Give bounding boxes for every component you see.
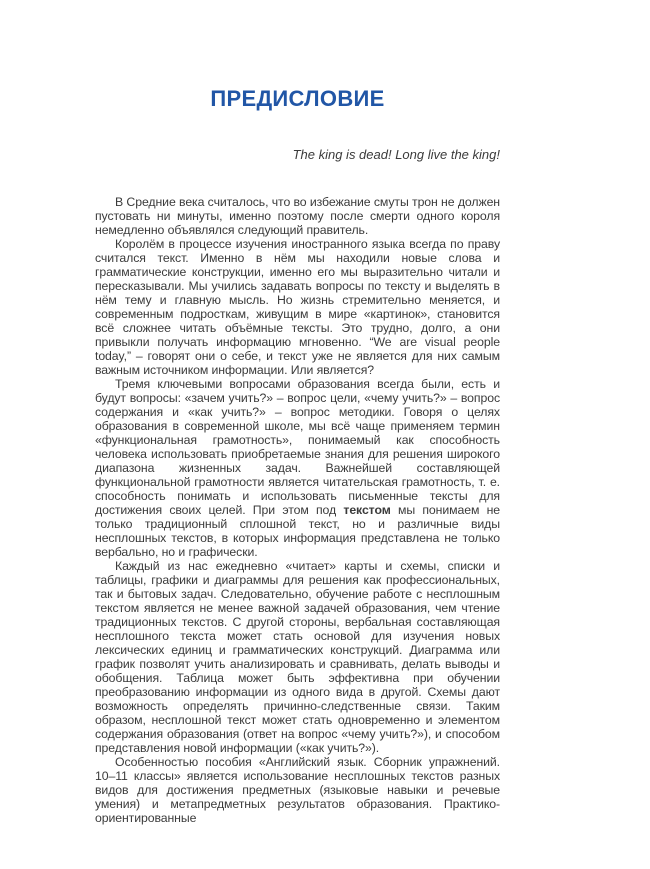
text-run: Тремя ключевыми вопросами образования всегда были, есть и будут вопросы: «зачем учить?» – вопрос цели, «чему учить?» – вопрос содержания и «как учить?» – вопрос методики. Говоря о целях образования в современной школе, мы всё чаще применяем термин «функциональная грамотность», понимаемый как способность человека использовать приобретаемые знания для решения широкого диапазона жизненных задач. Важнейшей составляющей функциональной грамотности является читательская грамотность, т. е. способность понимать и использовать письменные тексты для достижения своих целей. При этом под <box>95 377 500 517</box>
epigraph: The king is dead! Long live the king! <box>292 147 500 162</box>
text-run: В Средние века считалось, что во избежание смуты трон не должен пустовать ни минуты, именно поэтому после смерти одного короля немедленно объявлялся следующий правитель. <box>95 195 500 237</box>
paragraph <box>95 237 500 377</box>
paragraph <box>95 377 500 559</box>
paragraph <box>95 559 500 755</box>
paragraph <box>95 755 500 825</box>
body-text <box>95 195 500 825</box>
text-run: Королём в процессе изучения иностранного языка всегда по праву считался текст. Именно в нём мы находили новые слова и грамматические конструкции, именно его мы выразительно читали и пересказывали. Мы учились задавать вопросы по тексту и выделять в нём тему и главную мысль. Но жизнь стремительно меняется, и современным подросткам, живущим в мире «картинок», становится всё сложнее читать объёмные тексты. Это трудно, долго, а они привыкли получать информацию мгновенно. “We are visual people today,” – говорят они о себе, и текст уже не является для них самым важным источником информации. Или является? <box>95 237 500 377</box>
page-title: ПРЕДИСЛОВИЕ <box>210 86 385 111</box>
text-run: Каждый из нас ежедневно «читает» карты и схемы, списки и таблицы, графики и диаграммы для решения как профессиональных, так и бытовых задач. Следовательно, обучение работе с несплошным текстом является не менее важной задачей образования, чем чтение традиционных текстов. С другой стороны, вербальная составляющая несплошного текста может стать основой для изучения новых лексических единиц и грамматических конструкций. Диаграмма или график позволят учить анализировать и сравнивать, делать выводы и обобщения. Таблица может быть эффективна при обучении преобразованию информации из одного вида в другой. Схемы дают возможность определять причинно-следственные связи. Таким образом, несплошной текст может стать одновременно и элементом содержания образования (ответ на вопрос «чему учить?»), и способом представления новой информации («как учить?»). <box>95 559 500 755</box>
bold-term: текстом <box>343 503 391 517</box>
paragraph <box>95 195 500 237</box>
text-run: Особенностью пособия «Английский язык. Сборник упражнений. 10–11 классы» является использование несплошных текстов разных видов для достижения предметных (языковые навыки и речевые умения) и метапредметных результатов образования. Практико-ориентированные <box>95 755 500 825</box>
text-run: мы понимаем не только традиционный сплошной текст, но и различные виды несплошных текстов, в которых информация представлена не только вербально, но и графически. <box>95 503 500 559</box>
